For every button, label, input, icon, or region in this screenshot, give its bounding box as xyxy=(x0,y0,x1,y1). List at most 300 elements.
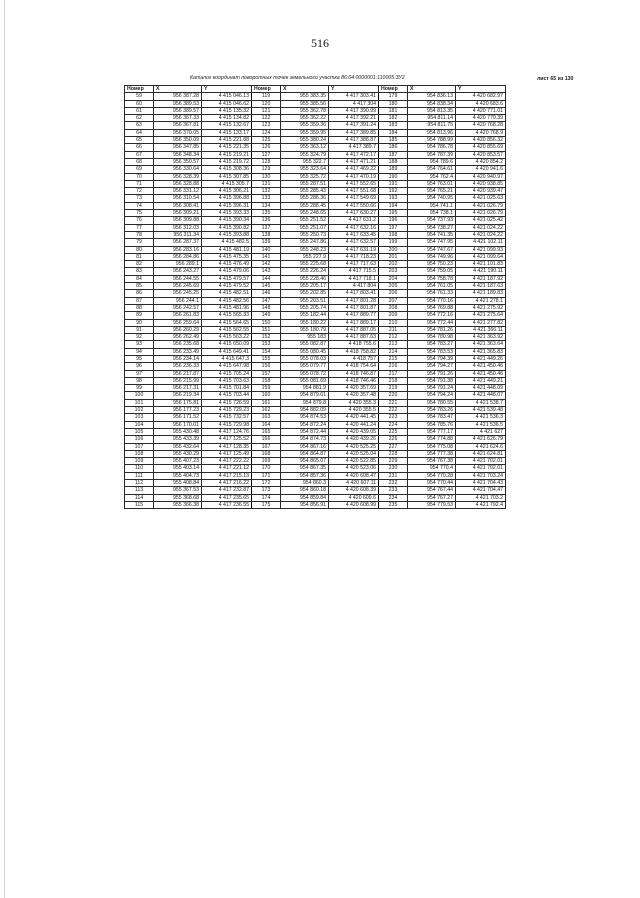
y-coordinate-cell: 4 417 632.57 xyxy=(329,239,379,246)
y-coordinate-cell: 4 421 703.2 xyxy=(456,494,506,501)
table-row xyxy=(125,180,506,187)
x-coordinate-cell: 954 749.96 xyxy=(408,253,456,260)
y-coordinate-cell: 4 417 303.41 xyxy=(329,93,379,100)
point-number-cell: 76 xyxy=(125,217,154,224)
y-coordinate-cell: 4 421 363.64 xyxy=(456,341,506,348)
x-coordinate-cell: 954 770.4 xyxy=(408,465,456,472)
y-coordinate-cell: 4 421 624.81 xyxy=(456,450,506,457)
point-number-cell: 141 xyxy=(252,253,281,260)
column-header-x: X xyxy=(408,86,456,93)
x-coordinate-cell: 954 767.44 xyxy=(408,487,456,494)
point-number-cell: 111 xyxy=(125,472,154,479)
point-number-cell: 82 xyxy=(125,261,154,268)
point-number-cell: 89 xyxy=(125,312,154,319)
x-coordinate-cell: 954 874.53 xyxy=(281,414,329,421)
x-coordinate-cell: 955 287.51 xyxy=(281,180,329,187)
x-coordinate-cell: 954 864.87 xyxy=(281,450,329,457)
y-coordinate-cell: 4 415 649.41 xyxy=(202,348,252,355)
table-row xyxy=(125,100,506,107)
table-row xyxy=(125,407,506,414)
y-coordinate-cell: 4 415 219.72 xyxy=(202,158,252,165)
point-number-cell: 126 xyxy=(252,144,281,151)
y-coordinate-cell: 4 415 701.84 xyxy=(202,385,252,392)
point-number-cell: 88 xyxy=(125,304,154,311)
x-coordinate-cell: 954 783.26 xyxy=(408,407,456,414)
x-coordinate-cell: 954 859.84 xyxy=(281,494,329,501)
x-coordinate-cell: 954 747.95 xyxy=(408,239,456,246)
y-coordinate-cell: 4 417 235.65 xyxy=(202,494,252,501)
y-coordinate-cell: 4 421 365.83 xyxy=(456,348,506,355)
x-coordinate-cell: 954 770.44 xyxy=(408,480,456,487)
x-coordinate-cell: 955 226.24 xyxy=(281,268,329,275)
x-coordinate-cell: 954 860.3 xyxy=(281,480,329,487)
x-coordinate-cell: 954 780.55 xyxy=(408,399,456,406)
point-number-cell: 159 xyxy=(252,385,281,392)
x-coordinate-cell: 956 308.41 xyxy=(154,202,202,209)
point-number-cell: 122 xyxy=(252,115,281,122)
point-number-cell: 211 xyxy=(379,326,408,333)
x-coordinate-cell: 954 788.99 xyxy=(408,137,456,144)
point-number-cell: 92 xyxy=(125,334,154,341)
point-number-cell: 143 xyxy=(252,268,281,275)
y-coordinate-cell: 4 415 307.85 xyxy=(202,173,252,180)
point-number-cell: 125 xyxy=(252,137,281,144)
x-coordinate-cell: 954 813.96 xyxy=(408,129,456,136)
y-coordinate-cell: 4 417 551.68 xyxy=(329,188,379,195)
x-coordinate-cell: 954 872.44 xyxy=(281,428,329,435)
y-coordinate-cell: 4 415 563.22 xyxy=(202,334,252,341)
y-coordinate-cell: 4 421 704.43 xyxy=(456,480,506,487)
x-coordinate-cell: 956 244.55 xyxy=(154,275,202,282)
x-coordinate-cell: 954 811.14 xyxy=(408,115,456,122)
y-coordinate-cell: 4 420 682.97 xyxy=(456,93,506,100)
point-number-cell: 192 xyxy=(379,188,408,195)
x-coordinate-cell: 954 791.38 xyxy=(408,377,456,384)
x-coordinate-cell: 954 783.47 xyxy=(408,414,456,421)
table-row xyxy=(125,239,506,246)
point-number-cell: 165 xyxy=(252,428,281,435)
point-number-cell: 81 xyxy=(125,253,154,260)
x-coordinate-cell: 955 182.44 xyxy=(281,312,329,319)
point-number-cell: 153 xyxy=(252,341,281,348)
point-number-cell: 224 xyxy=(379,421,408,428)
y-coordinate-cell: 4 418 758.82 xyxy=(329,348,379,355)
x-coordinate-cell: 955 248.23 xyxy=(281,246,329,253)
y-coordinate-cell: 4 420 941.6 xyxy=(456,166,506,173)
y-coordinate-cell: 4 420 770.39 xyxy=(456,115,506,122)
x-coordinate-cell: 955 205.17 xyxy=(281,283,329,290)
x-coordinate-cell: 955 247.86 xyxy=(281,239,329,246)
y-coordinate-cell: 4 420 683.6 xyxy=(456,100,506,107)
point-number-cell: 150 xyxy=(252,319,281,326)
x-coordinate-cell: 956 312.03 xyxy=(154,224,202,231)
point-number-cell: 214 xyxy=(379,348,408,355)
x-coordinate-cell: 954 787.39 xyxy=(408,151,456,158)
x-coordinate-cell: 954 865.07 xyxy=(281,458,329,465)
x-coordinate-cell: 955 404.73 xyxy=(154,472,202,479)
point-number-cell: 226 xyxy=(379,436,408,443)
x-coordinate-cell: 956 217.87 xyxy=(154,370,202,377)
table-row xyxy=(125,465,506,472)
point-number-cell: 171 xyxy=(252,472,281,479)
y-coordinate-cell: 4 417 128.35 xyxy=(202,443,252,450)
point-number-cell: 100 xyxy=(125,392,154,399)
x-coordinate-cell: 956 328.88 xyxy=(154,180,202,187)
point-number-cell: 199 xyxy=(379,239,408,246)
y-coordinate-cell: 4 415 562.55 xyxy=(202,326,252,333)
point-number-cell: 172 xyxy=(252,480,281,487)
x-coordinate-cell: 955 251.07 xyxy=(281,224,329,231)
x-coordinate-cell: 954 811.75 xyxy=(408,122,456,129)
x-coordinate-cell: 956 170.01 xyxy=(154,421,202,428)
y-coordinate-cell: 4 420 940.97 xyxy=(456,173,506,180)
column-header-y: Y xyxy=(202,86,252,93)
x-coordinate-cell: 956 234.14 xyxy=(154,355,202,362)
y-coordinate-cell: 4 417 125.49 xyxy=(202,450,252,457)
y-coordinate-cell: 4 415 703.44 xyxy=(202,392,252,399)
y-coordinate-cell: 4 421 536.3 xyxy=(456,414,506,421)
y-coordinate-cell: 4 420 355.5 xyxy=(329,407,379,414)
y-coordinate-cell: 4 420 938.85 xyxy=(456,180,506,187)
point-number-cell: 145 xyxy=(252,283,281,290)
table-row xyxy=(125,472,506,479)
x-coordinate-cell: 954 761.05 xyxy=(408,283,456,290)
x-coordinate-cell: 955 180.79 xyxy=(281,326,329,333)
y-coordinate-cell: 4 415 046.13 xyxy=(202,93,252,100)
x-coordinate-cell: 954 874.73 xyxy=(281,436,329,443)
table-header-row xyxy=(125,86,506,93)
x-coordinate-cell: 955 383.35 xyxy=(281,93,329,100)
x-coordinate-cell: 955 430.48 xyxy=(154,428,202,435)
x-coordinate-cell: 955 080.45 xyxy=(281,348,329,355)
table-row xyxy=(125,363,506,370)
point-number-cell: 67 xyxy=(125,151,154,158)
y-coordinate-cell: 4 415 393.33 xyxy=(202,210,252,217)
y-coordinate-cell: 4 415 475.35 xyxy=(202,253,252,260)
y-coordinate-cell: 4 421 536.5 xyxy=(456,421,506,428)
x-coordinate-cell: 955 408.84 xyxy=(154,480,202,487)
point-number-cell: 103 xyxy=(125,414,154,421)
table-row xyxy=(125,202,506,209)
point-number-cell: 191 xyxy=(379,180,408,187)
x-coordinate-cell: 954 774.88 xyxy=(408,436,456,443)
point-number-cell: 222 xyxy=(379,407,408,414)
x-coordinate-cell: 955 322.7 xyxy=(281,158,329,165)
point-number-cell: 205 xyxy=(379,283,408,290)
y-coordinate-cell: 4 417 803.41 xyxy=(329,290,379,297)
y-coordinate-cell: 4 421 448.07 xyxy=(456,392,506,399)
y-coordinate-cell: 4 417 715.5 xyxy=(329,268,379,275)
y-coordinate-cell: 4 420 522.85 xyxy=(329,458,379,465)
y-coordinate-cell: 4 417 552.65 xyxy=(329,180,379,187)
table-row xyxy=(125,246,506,253)
point-number-cell: 129 xyxy=(252,166,281,173)
point-number-cell: 179 xyxy=(379,93,408,100)
point-number-cell: 188 xyxy=(379,158,408,165)
point-number-cell: 65 xyxy=(125,137,154,144)
table-row xyxy=(125,428,506,435)
y-coordinate-cell: 4 415 393.88 xyxy=(202,231,252,238)
table-row xyxy=(125,377,506,384)
point-number-cell: 161 xyxy=(252,399,281,406)
y-coordinate-cell: 4 415 221.88 xyxy=(202,137,252,144)
point-number-cell: 77 xyxy=(125,224,154,231)
x-coordinate-cell: 955 082.87 xyxy=(281,341,329,348)
point-number-cell: 229 xyxy=(379,458,408,465)
point-number-cell: 75 xyxy=(125,210,154,217)
y-coordinate-cell: 4 417 215.13 xyxy=(202,472,252,479)
y-coordinate-cell: 4 415 305.7 xyxy=(202,180,252,187)
table-row xyxy=(125,283,506,290)
point-number-cell: 162 xyxy=(252,407,281,414)
x-coordinate-cell: 954 770.16 xyxy=(408,297,456,304)
y-coordinate-cell: 4 421 189.83 xyxy=(456,290,506,297)
y-coordinate-cell: 4 415 221.35 xyxy=(202,144,252,151)
point-number-cell: 87 xyxy=(125,297,154,304)
table-row xyxy=(125,122,506,129)
y-coordinate-cell: 4 421 449.26 xyxy=(456,355,506,362)
x-coordinate-cell: 956 245.69 xyxy=(154,283,202,290)
x-coordinate-cell: 954 740.95 xyxy=(408,195,456,202)
column-header-x: X xyxy=(154,86,202,93)
y-coordinate-cell: 4 417 632.16 xyxy=(329,224,379,231)
y-coordinate-cell: 4 420 523.06 xyxy=(329,465,379,472)
point-number-cell: 200 xyxy=(379,246,408,253)
y-coordinate-cell: 4 421 187.63 xyxy=(456,283,506,290)
y-coordinate-cell: 4 415 046.62 xyxy=(202,100,252,107)
point-number-cell: 94 xyxy=(125,348,154,355)
column-header-y: Y xyxy=(456,86,506,93)
table-row xyxy=(125,436,506,443)
y-coordinate-cell: 4 420 525.25 xyxy=(329,443,379,450)
table-row xyxy=(125,385,506,392)
x-coordinate-cell: 954 867.35 xyxy=(281,465,329,472)
point-number-cell: 232 xyxy=(379,480,408,487)
x-coordinate-cell: 954 741.1 xyxy=(408,202,456,209)
y-coordinate-cell: 4 417 718.1 xyxy=(329,275,379,282)
y-coordinate-cell: 4 415 482.51 xyxy=(202,290,252,297)
x-coordinate-cell: 955 362.78 xyxy=(281,107,329,114)
y-coordinate-cell: 4 415 482.56 xyxy=(202,297,252,304)
y-coordinate-cell: 4 415 647.3 xyxy=(202,355,252,362)
x-coordinate-cell: 956 287.37 xyxy=(154,239,202,246)
y-coordinate-cell: 4 421 448.09 xyxy=(456,385,506,392)
y-coordinate-cell: 4 420 939.47 xyxy=(456,188,506,195)
x-coordinate-cell: 954 738.1 xyxy=(408,210,456,217)
y-coordinate-cell: 4 415 396.31 xyxy=(202,202,252,209)
y-coordinate-cell: 4 421 792.4 xyxy=(456,501,506,508)
point-number-cell: 74 xyxy=(125,202,154,209)
point-number-cell: 84 xyxy=(125,275,154,282)
point-number-cell: 127 xyxy=(252,151,281,158)
y-coordinate-cell: 4 421 102.11 xyxy=(456,239,506,246)
y-coordinate-cell: 4 417 392.21 xyxy=(329,115,379,122)
table-row xyxy=(125,355,506,362)
point-number-cell: 105 xyxy=(125,428,154,435)
x-coordinate-cell: 955 285.43 xyxy=(281,188,329,195)
y-coordinate-cell: 4 415 135.32 xyxy=(202,107,252,114)
point-number-cell: 60 xyxy=(125,100,154,107)
table-row xyxy=(125,399,506,406)
x-coordinate-cell: 954 767.38 xyxy=(408,458,456,465)
table-caption: Каталог координат поворотных точек земельного участка 86:04:0000001:110005:ЗУ2 xyxy=(190,75,405,81)
y-coordinate-cell: 4 421 187.92 xyxy=(456,275,506,282)
table-row xyxy=(125,268,506,275)
y-coordinate-cell: 4 421 627 xyxy=(456,428,506,435)
point-number-cell: 144 xyxy=(252,275,281,282)
x-coordinate-cell: 954 785.76 xyxy=(408,421,456,428)
y-coordinate-cell: 4 417 630.27 xyxy=(329,210,379,217)
y-coordinate-cell: 4 415 308.36 xyxy=(202,166,252,173)
point-number-cell: 101 xyxy=(125,399,154,406)
table-row xyxy=(125,501,506,508)
point-number-cell: 142 xyxy=(252,261,281,268)
table-row xyxy=(125,253,506,260)
y-coordinate-cell: 4 421 099.64 xyxy=(456,253,506,260)
x-coordinate-cell: 954 769.88 xyxy=(408,304,456,311)
y-coordinate-cell: 4 415 481.96 xyxy=(202,304,252,311)
point-number-cell: 181 xyxy=(379,107,408,114)
y-coordinate-cell: 4 415 390.34 xyxy=(202,217,252,224)
y-coordinate-cell: 4 421 026.79 xyxy=(456,210,506,217)
table-row xyxy=(125,304,506,311)
y-coordinate-cell: 4 418 754.64 xyxy=(329,363,379,370)
table-row xyxy=(125,414,506,421)
point-number-cell: 97 xyxy=(125,370,154,377)
point-number-cell: 156 xyxy=(252,363,281,370)
x-coordinate-cell: 955 407.23 xyxy=(154,458,202,465)
x-coordinate-cell: 955 078.72 xyxy=(281,370,329,377)
point-number-cell: 167 xyxy=(252,443,281,450)
y-coordinate-cell: 4 421 449.21 xyxy=(456,377,506,384)
point-number-cell: 123 xyxy=(252,122,281,129)
point-number-cell: 113 xyxy=(125,487,154,494)
y-coordinate-cell: 4 420 439.05 xyxy=(329,428,379,435)
x-coordinate-cell: 955 368.68 xyxy=(154,494,202,501)
table-row xyxy=(125,151,506,158)
y-coordinate-cell: 4 421 624.6 xyxy=(456,443,506,450)
x-coordinate-cell: 956 177.23 xyxy=(154,407,202,414)
table-row xyxy=(125,210,506,217)
point-number-cell: 106 xyxy=(125,436,154,443)
y-coordinate-cell: 4 421 026.79 xyxy=(456,202,506,209)
y-coordinate-cell: 4 421 024.22 xyxy=(456,224,506,231)
y-coordinate-cell: 4 415 476.49 xyxy=(202,261,252,268)
point-number-cell: 168 xyxy=(252,450,281,457)
y-coordinate-cell: 4 417 388.87 xyxy=(329,137,379,144)
point-number-cell: 109 xyxy=(125,458,154,465)
y-coordinate-cell: 4 417 801.28 xyxy=(329,297,379,304)
point-number-cell: 166 xyxy=(252,436,281,443)
x-coordinate-cell: 956 243.27 xyxy=(154,268,202,275)
point-number-cell: 173 xyxy=(252,487,281,494)
y-coordinate-cell: 4 420 856.32 xyxy=(456,137,506,144)
point-number-cell: 157 xyxy=(252,370,281,377)
x-coordinate-cell: 954 770.28 xyxy=(408,472,456,479)
point-number-cell: 164 xyxy=(252,421,281,428)
table-row xyxy=(125,450,506,457)
y-coordinate-cell: 4 421 099.93 xyxy=(456,246,506,253)
point-number-cell: 95 xyxy=(125,355,154,362)
y-coordinate-cell: 4 420 609.6 xyxy=(329,494,379,501)
point-number-cell: 174 xyxy=(252,494,281,501)
x-coordinate-cell: 955 403.14 xyxy=(154,465,202,472)
y-coordinate-cell: 4 420 768.9 xyxy=(456,129,506,136)
x-coordinate-cell: 955 251.52 xyxy=(281,217,329,224)
point-number-cell: 120 xyxy=(252,100,281,107)
y-coordinate-cell: 4 421 025.42 xyxy=(456,217,506,224)
x-coordinate-cell: 954 738.27 xyxy=(408,224,456,231)
table-row xyxy=(125,297,506,304)
point-number-cell: 64 xyxy=(125,129,154,136)
point-number-cell: 140 xyxy=(252,246,281,253)
point-number-cell: 154 xyxy=(252,348,281,355)
y-coordinate-cell: 4 415 133.17 xyxy=(202,129,252,136)
x-coordinate-cell: 954 777.38 xyxy=(408,450,456,457)
y-coordinate-cell: 4 421 702.01 xyxy=(456,465,506,472)
point-number-cell: 86 xyxy=(125,290,154,297)
point-number-cell: 62 xyxy=(125,115,154,122)
point-number-cell: 169 xyxy=(252,458,281,465)
point-number-cell: 190 xyxy=(379,173,408,180)
x-coordinate-cell: 955 366.38 xyxy=(154,501,202,508)
x-coordinate-cell: 955 183 xyxy=(281,334,329,341)
y-coordinate-cell: 4 417 391.24 xyxy=(329,122,379,129)
y-coordinate-cell: 4 415 564.65 xyxy=(202,319,252,326)
x-coordinate-cell: 956 330.64 xyxy=(154,166,202,173)
point-number-cell: 72 xyxy=(125,188,154,195)
x-coordinate-cell: 955 078.03 xyxy=(281,355,329,362)
y-coordinate-cell: 4 415 647.98 xyxy=(202,363,252,370)
x-coordinate-cell: 954 838.34 xyxy=(408,100,456,107)
point-number-cell: 137 xyxy=(252,224,281,231)
point-number-cell: 70 xyxy=(125,173,154,180)
point-number-cell: 128 xyxy=(252,158,281,165)
y-coordinate-cell: 4 417 469.22 xyxy=(329,166,379,173)
x-coordinate-cell: 954 780.98 xyxy=(408,334,456,341)
point-number-cell: 217 xyxy=(379,370,408,377)
x-coordinate-cell: 955 081.69 xyxy=(281,377,329,384)
table-row xyxy=(125,115,506,122)
table-row xyxy=(125,224,506,231)
x-coordinate-cell: 954 856.91 xyxy=(281,501,329,508)
y-coordinate-cell: 4 420 608.47 xyxy=(329,472,379,479)
point-number-cell: 93 xyxy=(125,341,154,348)
table-row xyxy=(125,166,506,173)
column-header-y: Y xyxy=(329,86,379,93)
x-coordinate-cell: 954 762.4 xyxy=(408,173,456,180)
coordinates-table xyxy=(124,85,506,509)
y-coordinate-cell: 4 417 470.19 xyxy=(329,173,379,180)
y-coordinate-cell: 4 417 550.66 xyxy=(329,202,379,209)
point-number-cell: 183 xyxy=(379,122,408,129)
x-coordinate-cell: 954 777.17 xyxy=(408,428,456,435)
x-coordinate-cell: 955 202.85 xyxy=(281,290,329,297)
point-number-cell: 63 xyxy=(125,122,154,129)
y-coordinate-cell: 4 421 703.24 xyxy=(456,472,506,479)
y-coordinate-cell: 4 421 704.47 xyxy=(456,487,506,494)
x-coordinate-cell: 955 205.74 xyxy=(281,304,329,311)
point-number-cell: 98 xyxy=(125,377,154,384)
point-number-cell: 78 xyxy=(125,231,154,238)
x-coordinate-cell: 954 836.13 xyxy=(408,93,456,100)
x-coordinate-cell: 954 789.6 xyxy=(408,158,456,165)
x-coordinate-cell: 954 882.09 xyxy=(281,407,329,414)
point-number-cell: 133 xyxy=(252,195,281,202)
x-coordinate-cell: 956 175.81 xyxy=(154,399,202,406)
x-coordinate-cell: 954 857.36 xyxy=(281,472,329,479)
x-coordinate-cell: 955 430.29 xyxy=(154,450,202,457)
